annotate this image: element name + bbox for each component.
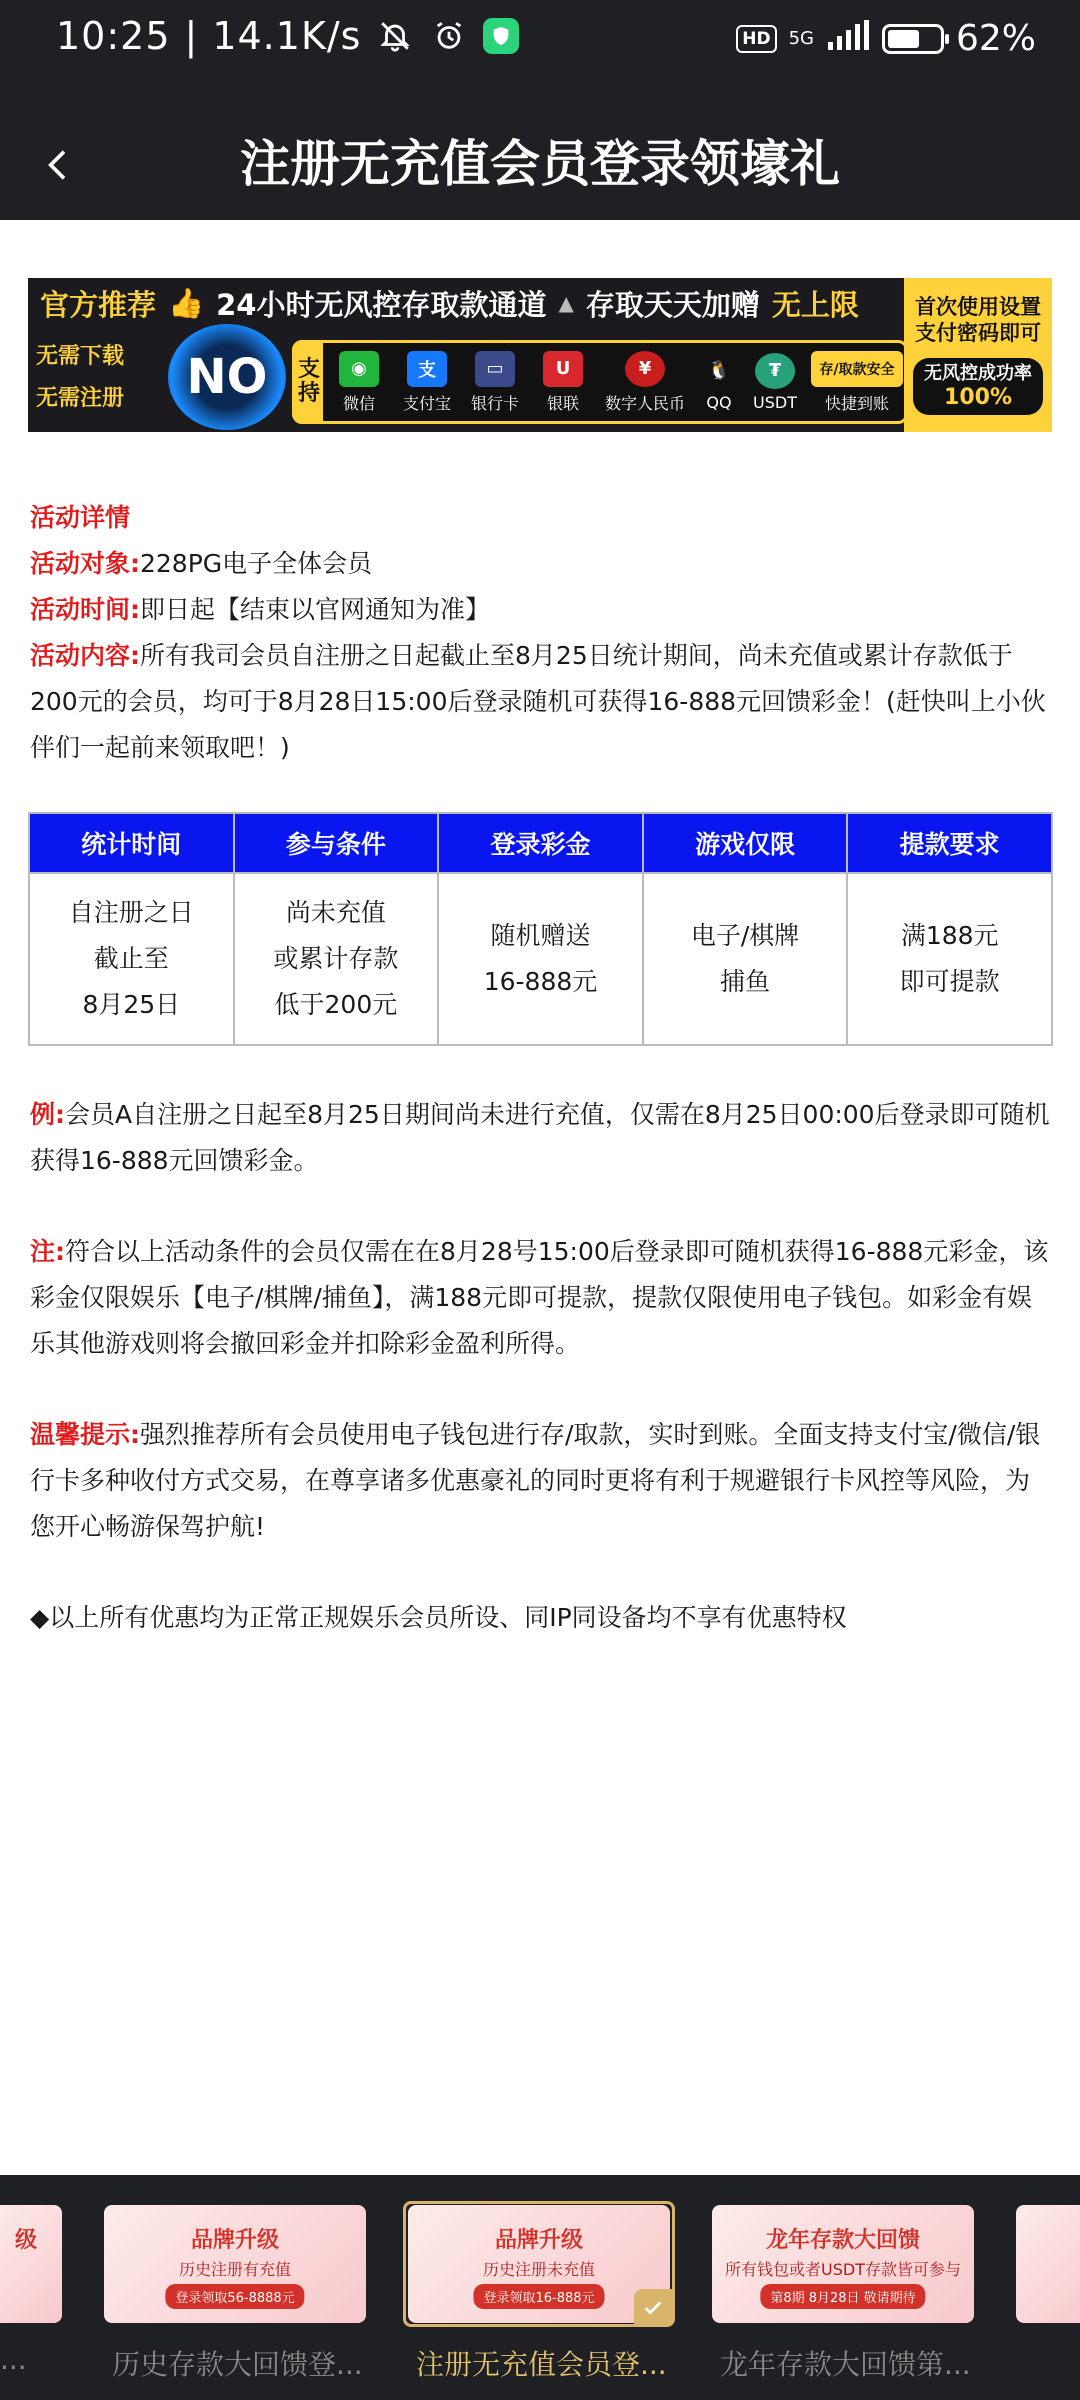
table-header: 登录彩金: [438, 813, 643, 873]
check-icon: [634, 2289, 672, 2327]
banner-headline-2: 24小时无风控存取款通道: [216, 287, 547, 322]
table-header-row: [29, 813, 1052, 873]
payment-item: ₮ USDT: [749, 353, 801, 412]
banner-left-1: 无需下载: [36, 344, 125, 369]
table-cell: 电子/棋牌 捕鱼: [643, 873, 848, 1045]
network-type: 5G: [788, 27, 814, 49]
bell-off-icon: [375, 16, 415, 56]
table-cell: 满188元 即可提款: [847, 873, 1052, 1045]
table-header: 参与条件: [234, 813, 439, 873]
disclaimer: ◆以上所有优惠均为正常正规娱乐会员所设、同IP同设备均不享有优惠特权: [30, 1603, 847, 1632]
payment-support-box: [292, 340, 908, 424]
table-header: 游戏仅限: [643, 813, 848, 873]
title-bar: [0, 100, 1080, 220]
banner-left-text: [36, 336, 166, 420]
table-row: [29, 873, 1052, 1045]
banner-right-2: 支付密码即可: [915, 321, 1041, 345]
success-rate-pill: [913, 358, 1043, 415]
security-app-icon: [483, 18, 519, 54]
battery-percent: 62%: [955, 18, 1036, 59]
payment-item: ¥ 数字人民币: [601, 351, 689, 414]
status-right: [736, 18, 1036, 59]
activity-heading: 活动详情: [30, 503, 131, 532]
rules-table: [28, 812, 1053, 1046]
usdt-icon: ₮: [755, 353, 795, 389]
carousel-label-partial: ...: [0, 2343, 27, 2376]
banner-headline-1: 官方推荐: [40, 287, 157, 322]
activity-details: [30, 495, 1054, 771]
carousel-label-active[interactable]: 注册无充值会员登...: [416, 2348, 667, 2381]
table-header: 提款要求: [847, 813, 1052, 873]
unionpay-icon: U: [543, 351, 583, 387]
payment-item: U 银联: [533, 351, 593, 414]
carousel-card-partial-right[interactable]: [1016, 2205, 1080, 2323]
carousel-card[interactable]: 龙年存款大回馈 所有钱包或者USDT存款皆可参与 第8期 8月28日 敬请期待: [712, 2205, 974, 2323]
alipay-icon: 支: [407, 351, 447, 387]
payment-item: 🐧 QQ: [697, 353, 741, 412]
promo-banner[interactable]: [28, 278, 1052, 432]
status-bar: [0, 0, 1080, 80]
carousel-label[interactable]: 历史存款大回馈登...: [112, 2348, 363, 2381]
secure-deposit-icon: 存/取款安全: [811, 351, 903, 387]
arrow-up-icon: ▲: [558, 291, 574, 315]
payment-list: [323, 343, 905, 421]
activity-target: 活动对象:228PG电子全体会员: [30, 549, 373, 578]
banner-right-3: 无风控成功率: [924, 363, 1032, 384]
banner-right-1: 首次使用设置: [915, 295, 1041, 319]
table-header: 统计时间: [29, 813, 234, 873]
banner-headline: [28, 278, 898, 328]
banner-headline-3: 存取天天加赠: [585, 287, 760, 322]
table-cell: 尚未充值 或累计存款 低于200元: [234, 873, 439, 1045]
activity-time: 活动时间:即日起【结束以官网通知为准】: [30, 595, 491, 624]
promo-carousel[interactable]: [0, 2175, 1080, 2400]
payment-item: 支 支付宝: [397, 351, 457, 414]
support-tag: 支持: [295, 343, 323, 421]
table-cell: 随机赠送 16-888元: [438, 873, 643, 1045]
battery-icon: [882, 24, 944, 54]
banner-left-2: 无需注册: [36, 386, 125, 411]
network-speed: 14.1K/s: [212, 14, 362, 58]
thumbs-up-icon: 👍: [168, 285, 205, 320]
banner-right-4: 100%: [944, 385, 1012, 410]
carousel-card-active[interactable]: 品牌升级 历史注册未充值 登录领取16-888元: [408, 2205, 670, 2323]
tip-text: 温馨提示:强烈推荐所有会员使用电子钱包进行存/取款，实时到账。全面支持支付宝/微信/银行卡多种收付方式交易，在尊享诸多优惠豪礼的同时更将有利于规避银行卡风控等风险，为您开心畅游保驾护航!: [30, 1420, 1041, 1541]
page-title: 注册无充值会员登录领壕礼: [240, 135, 840, 193]
carousel-card[interactable]: 品牌升级 历史注册有充值 登录领取56-8888元: [104, 2205, 366, 2323]
banner-headline-4: 无上限: [771, 287, 859, 322]
status-left: [56, 14, 519, 58]
payment-item: ▭ 银行卡: [465, 351, 525, 414]
top-bar: [0, 0, 1080, 220]
payment-item: ◉ 微信: [329, 351, 389, 414]
signal-icon: [826, 18, 870, 59]
notes-section: [30, 1092, 1054, 1641]
carousel-card-partial-left[interactable]: 级: [0, 2205, 62, 2323]
no-logo: NO: [168, 324, 286, 430]
bank-card-icon: ▭: [475, 351, 515, 387]
banner-right-panel: [904, 278, 1052, 432]
example-note: 例:会员A自注册之日起至8月25日期间尚未进行充值，仅需在8月25日00:00后登录即可随机获得16-888元回馈彩金。: [30, 1100, 1050, 1175]
note-text: 注:符合以上活动条件的会员仅需在在8月28号15:00后登录即可随机获得16-888元彩金，该彩金仅限娱乐【电子/棋牌/捕鱼】，满188元即可提款，提款仅限使用电子钱包。如彩金有娱乐其他游戏则将会撤回彩金并扣除彩金盈利所得。: [30, 1237, 1049, 1358]
clock: 10:25: [56, 14, 171, 58]
payment-item: 存/取款安全 快捷到账: [809, 351, 905, 414]
alarm-icon: [429, 16, 469, 56]
table-cell: 自注册之日 截止至 8月25日: [29, 873, 234, 1045]
carousel-label[interactable]: 龙年存款大回馈第...: [720, 2348, 971, 2381]
digital-rmb-icon: ¥: [625, 351, 665, 387]
divider: |: [184, 14, 199, 58]
activity-content: 活动内容:所有我司会员自注册之日起截止至8月25日统计期间，尚未充值或累计存款低于200元的会员，均可于8月28日15:00后登录随机可获得16-888元回馈彩金！(赶快叫上小伙伴们一起前来领取吧！): [30, 641, 1046, 762]
hd-badge: HD: [736, 25, 776, 53]
wechat-icon: ◉: [339, 351, 379, 387]
qq-icon: 🐧: [699, 353, 739, 389]
